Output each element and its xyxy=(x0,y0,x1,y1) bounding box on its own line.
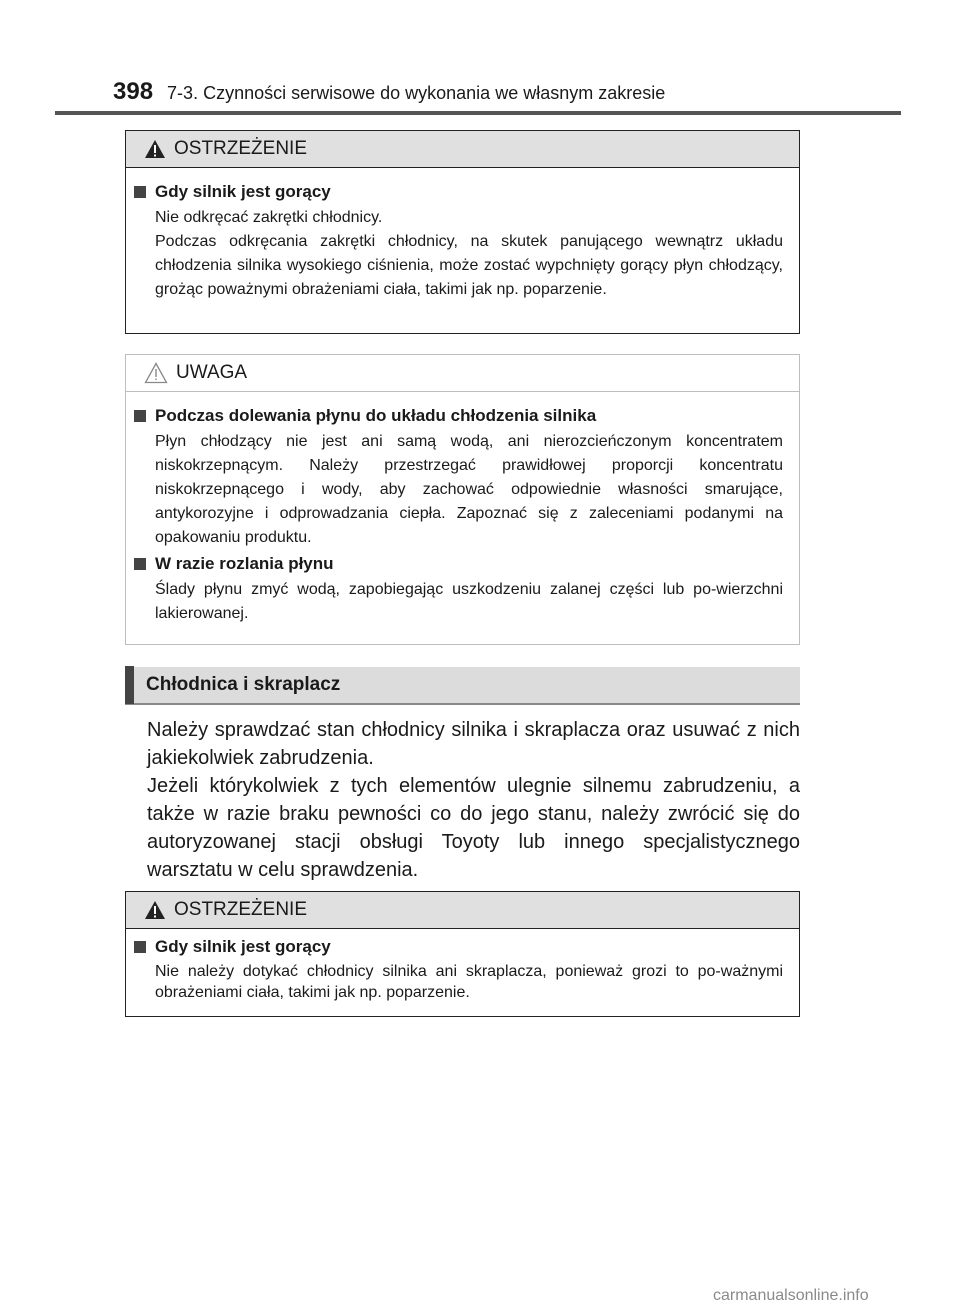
warning-item-title xyxy=(134,182,783,202)
notice-item-title-text: Podczas dolewania płynu do układu chłodzenia silnika xyxy=(155,406,597,425)
notice-item-title-text: W razie rozlania płynu xyxy=(155,554,334,573)
warning-item-title-text: Gdy silnik jest gorący xyxy=(155,182,331,201)
warning-box-hot-engine xyxy=(125,130,800,334)
header-divider xyxy=(55,111,901,115)
warning-triangle-outline-icon xyxy=(144,362,168,384)
watermark-logo: carmanualsonline.info xyxy=(713,1287,869,1304)
body-paragraph: Jeżeli którykolwiek z tych elementów ulegnie silnemu zabrudzeniu, a także w razie braku pewności co do jego stanu, należy zwrócić się do autoryzowanej stacji obsługi Toyoty lub innego specjalistycznego warsztatu w celu sprawdzenia. xyxy=(147,775,800,881)
section-heading-title: Chłodnica i skraplacz xyxy=(146,674,341,695)
square-bullet-icon xyxy=(134,558,146,570)
notice-item-title xyxy=(134,554,783,574)
warning-item-text: Nie należy dotykać chłodnicy silnika ani skraplacza, ponieważ grozi to po-ważnymi obrażeniami ciała, takimi jak np. poparzenie. xyxy=(155,963,783,1001)
warning-box-header xyxy=(126,892,799,929)
notice-item-text: Płyn chłodzący nie jest ani samą wodą, ani nierozcieńczonym koncentratem niskokrzepnącym. Należy przestrzegać prawidłowej proporcji koncentratu niskokrzepnącego i wody, aby zachować odpowiednie własności smarujące, antykorozyjne i odprowadzania ciepła. Zapoznać się z zaleceniami podanymi na opakowaniu produktu. xyxy=(155,433,783,546)
page-number: 398 xyxy=(113,78,154,105)
square-bullet-icon xyxy=(134,941,146,953)
warning-triangle-filled-icon xyxy=(144,900,166,920)
notice-label: UWAGA xyxy=(176,362,248,383)
warning-item-text: Podczas odkręcania zakrętki chłodnicy, na skutek panującego wewnątrz układu chłodzenia silnika wysokiego ciśnienia, może zostać wypchnięty gorący płyn chłodzący, grożąc poważnymi obrażeniami ciała, takimi jak np. poparzenie. xyxy=(155,233,783,298)
notice-box-coolant xyxy=(125,354,800,645)
warning-box-body xyxy=(126,168,799,318)
section-body xyxy=(147,716,800,884)
notice-box-body xyxy=(126,392,799,642)
square-bullet-icon xyxy=(134,186,146,198)
body-paragraph: Należy sprawdzać stan chłodnicy silnika i skraplacza oraz usuwać z nich jakiekolwiek zabrudzenia. xyxy=(147,719,800,769)
warning-item-title-text: Gdy silnik jest gorący xyxy=(155,937,331,956)
notice-item-title xyxy=(134,406,783,426)
page-header xyxy=(113,78,665,108)
warning-item-line: Nie odkręcać zakrętki chłodnicy. xyxy=(155,209,383,226)
square-bullet-icon xyxy=(134,410,146,422)
warning-label: OSTRZEŻENIE xyxy=(174,899,308,920)
warning-triangle-filled-icon xyxy=(144,139,166,159)
warning-box-body xyxy=(126,929,799,1019)
warning-box-header xyxy=(126,131,799,168)
running-section-title: 7-3. Czynności serwisowe do wykonania we własnym zakresie xyxy=(167,83,666,103)
warning-item-title xyxy=(134,937,783,957)
warning-label: OSTRZEŻENIE xyxy=(174,138,308,159)
warning-box-radiator xyxy=(125,891,800,1017)
section-heading-accent xyxy=(125,666,134,704)
section-heading xyxy=(125,667,800,705)
notice-box-header xyxy=(126,355,799,392)
notice-item-text: Ślady płynu zmyć wodą, zapobiegając uszkodzeniu zalanej części lub po-wierzchni lakierowanej. xyxy=(155,581,783,622)
